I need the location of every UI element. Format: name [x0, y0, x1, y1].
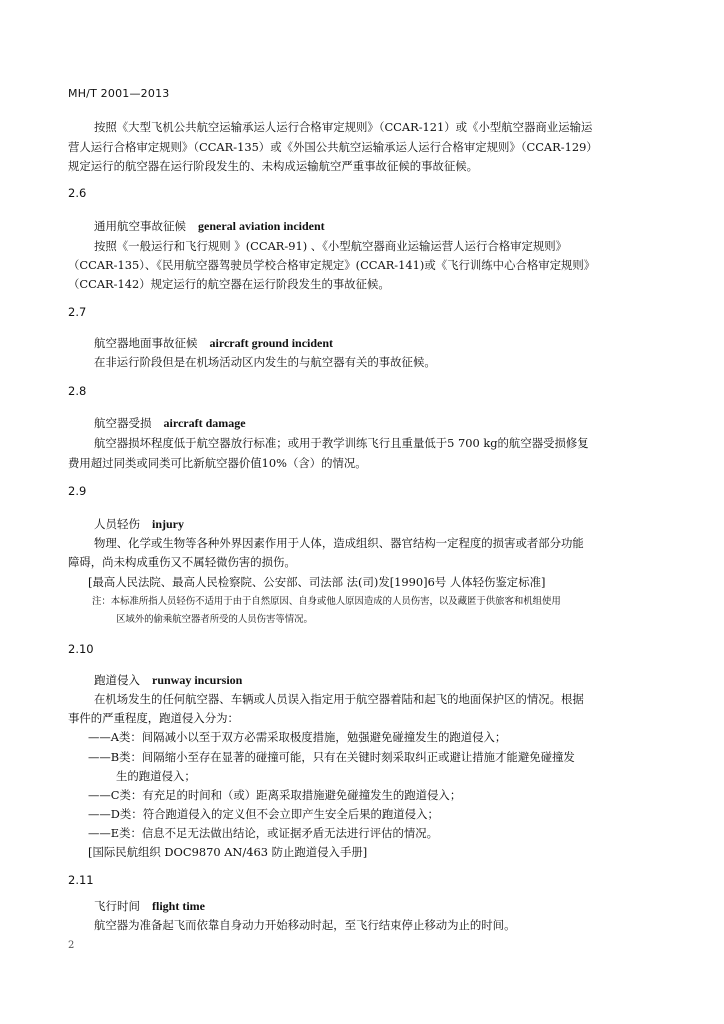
category-item: ——E类：信息不足无法做出结论，或证据矛盾无法进行评估的情况。 — [88, 826, 439, 840]
source-reference: [国际民航组织 DOC9870 AN/463 防止跑道侵入手册] — [88, 845, 368, 859]
category-item: ——A类：间隔减小以至于双方必需采取极度措施，勉强避免碰撞发生的跑道侵入； — [88, 730, 507, 744]
section-number: 2.9 — [68, 484, 87, 498]
definition-line: 航空器为准备起飞而依靠自身动力开始移动时起，至飞行结束停止移动为止的时间。 — [94, 918, 516, 932]
section-number: 2.6 — [68, 186, 87, 200]
term-cn: 通用航空事故征候 — [94, 219, 186, 233]
source-reference: [最高人民法院、最高人民检察院、公安部、司法部 法(司)发[1990]6号 人体轻伤鉴定标准] — [88, 575, 546, 589]
section-number: 2.7 — [68, 305, 87, 319]
note-line: 区域外的偷乘航空器者所受的人员伤害等情况。 — [116, 614, 313, 625]
section-number: 2.10 — [68, 642, 94, 656]
term-en: aircraft ground incident — [209, 336, 334, 350]
intro-line-3: 规定运行的航空器在运行阶段发生的、未构成运输航空严重事故征候的事故征候。 — [68, 159, 479, 173]
definition-line: 航空器损坏程度低于航空器放行标准；或用于教学训练飞行且重量低于5 700 kg的航空器受损修复 — [94, 436, 589, 450]
page-number: 2 — [68, 940, 75, 951]
category-item: ——D类：符合跑道侵入的定义但不会立即产生安全后果的跑道侵入； — [88, 807, 439, 821]
section-number: 2.11 — [68, 873, 94, 887]
standard-code-header: MH/T 2001—2013 — [68, 87, 170, 100]
definition-line: 物理、化学或生物等各种外界因素作用于人体，造成组织、器官结构一定程度的损害或者部分功能 — [94, 536, 584, 550]
term-heading — [94, 898, 205, 914]
intro-line-2: 营人运行合格审定规则》（CCAR-135）或《外国公共航空运输承运人运行合格审定规则》（CCAR-129） — [68, 140, 598, 154]
term-en: runway incursion — [152, 673, 243, 687]
term-cn: 航空器地面事故征候 — [94, 336, 198, 350]
definition-line: 在非运行阶段但是在机场活动区内发生的与航空器有关的事故征候。 — [94, 355, 436, 369]
definition-line: （CCAR-135）、《民用航空器驾驶员学校合格审定规定》(CCAR-141)或《飞行训练中心合格审定规则》 — [68, 258, 596, 272]
term-heading — [94, 672, 242, 688]
intro-line-1: 按照《大型飞机公共航空运输承运人运行合格审定规则》（CCAR-121）或《小型航空器商业运输运 — [94, 120, 593, 134]
definition-line: 按照《一般运行和飞行规则 》(CCAR-91) 、《小型航空器商业运输运营人运行合格审定规则》 — [94, 239, 568, 253]
definition-line: （CCAR-142）规定运行的航空器在运行阶段发生的事故征候。 — [68, 277, 390, 291]
definition-line: 障碍，尚未构成重伤又不属轻微伤害的损伤。 — [68, 555, 296, 569]
term-heading — [94, 335, 333, 351]
term-en: general aviation incident — [198, 219, 325, 233]
definition-line: 在机场发生的任何航空器、车辆或人员误入指定用于航空器着陆和起飞的地面保护区的情况。根据 — [94, 692, 584, 706]
category-item: ——C类：有充足的时间和（或）距离采取措施避免碰撞发生的跑道侵入； — [88, 788, 462, 802]
note-line: 注：本标准所指人员轻伤不适用于由于自然原因、自身或他人原因造成的人员伤害，以及藏匿于供旅客和机组使用 — [92, 596, 561, 607]
term-heading — [94, 415, 246, 431]
term-en: injury — [152, 517, 185, 531]
definition-line: 费用超过同类或同类可比新航空器价值10%（含）的情况。 — [68, 456, 367, 470]
term-cn: 飞行时间 — [94, 899, 140, 913]
term-en: aircraft damage — [163, 416, 246, 430]
definition-line: 事件的严重程度，跑道侵入分为： — [68, 711, 239, 725]
term-en: flight time — [152, 899, 205, 913]
category-item: ——B类：间隔缩小至存在显著的碰撞可能，只有在关键时刻采取纠正或避让措施才能避免碰撞发 — [88, 750, 575, 764]
term-cn: 人员轻伤 — [94, 517, 140, 531]
term-heading — [94, 516, 184, 532]
section-number: 2.8 — [68, 384, 87, 398]
term-cn: 航空器受损 — [94, 416, 152, 430]
term-heading — [94, 218, 325, 234]
term-cn: 跑道侵入 — [94, 673, 140, 687]
category-item-continuation: 生的跑道侵入； — [116, 769, 196, 783]
